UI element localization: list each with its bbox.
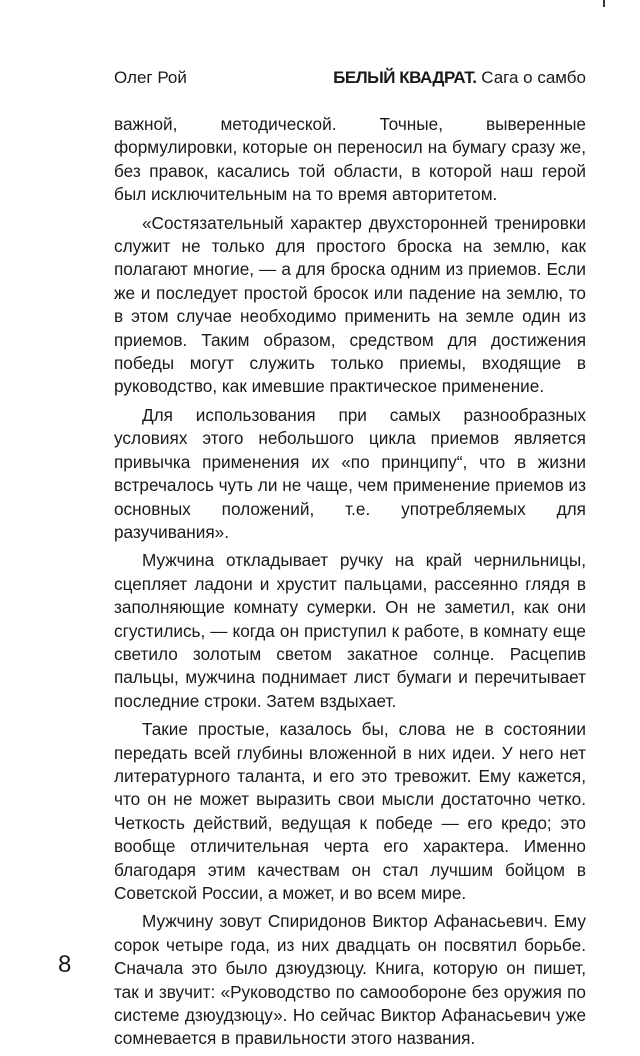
paragraph-3: Для использования при самых разнообразных условиях этого небольшого цикла приемов является привычка применения их «по принципу“, что в жизни встречалось чуть ли не чаще, чем применение приемов из основных положений, т.е. употребляемых для разучивания». [114,404,586,542]
body-text [114,113,586,1056]
paragraph-2: «Состязательный характер двухсторонней тренировки служит не только для простого броска на землю, как полагают многие, — а для броска одним из приемов. Если же и последует простой бросок или падение на землю, то в этом случае необходимо применить на земле один из приемов. Таким образом, средством для достижения победы могут служить только приемы, входящие в руководство, как имевшие практическое применение. [114,212,586,397]
running-header [114,66,586,90]
header-author: Олег Рой [114,68,187,87]
paragraph-5: Такие простые, казалось бы, слова не в состоянии передать всей глубины вложенной в них идеи. У него нет литературного таланта, и его это тревожит. Ему кажется, что он не может выразить свои мысли достаточно четко. Четкость действий, ведущая к победе — его кредо; это вообще отличительная черта его характера. Именно благодаря этим качествам он стал лучшим бойцом в Советской России, а может, и во всем мире. [114,719,586,903]
corner-mark [603,0,605,7]
paragraph-4: Мужчина откладывает ручку на край чернильницы, сцепляет ладони и хрустит пальцами, рассеянно глядя в заполняющие комнату сумерки. Он не заметил, как они сгустились, — когда он приступил к работе, в комнату еще светило золотым светом закатное солнце. Расцепив пальцы, мужчина поднимает лист бумаги и перечитывает последние строки. Затем вздыхает. [114,550,586,711]
paragraph-6: Мужчину зовут Спиридонов Виктор Афанасьевич. Ему сорок четыре года, из них двадцать он посвятил борьбе. Сначала это было дзюудзюцу. Книга, которую он пишет, так и звучит: «Руководство по самообороне без оружия по системе дзюудзюцу». Но сейчас Виктор Афанасьевич уже сомневается в правильности этого названия. [114,911,586,1049]
paragraph-1: важной, методической. Точные, выверенные формулировки, которые он переносил на бумагу сразу же, без правок, касались той области, в которой наш герой был исключительным на то время авторитетом. [114,114,586,205]
page-number: 8 [58,951,72,978]
header-title-brand: БЕЛЫЙ КВАДРАТ. [333,68,477,87]
header-title-rest: Сага о самбо [481,68,586,87]
header-book-title [333,66,586,90]
